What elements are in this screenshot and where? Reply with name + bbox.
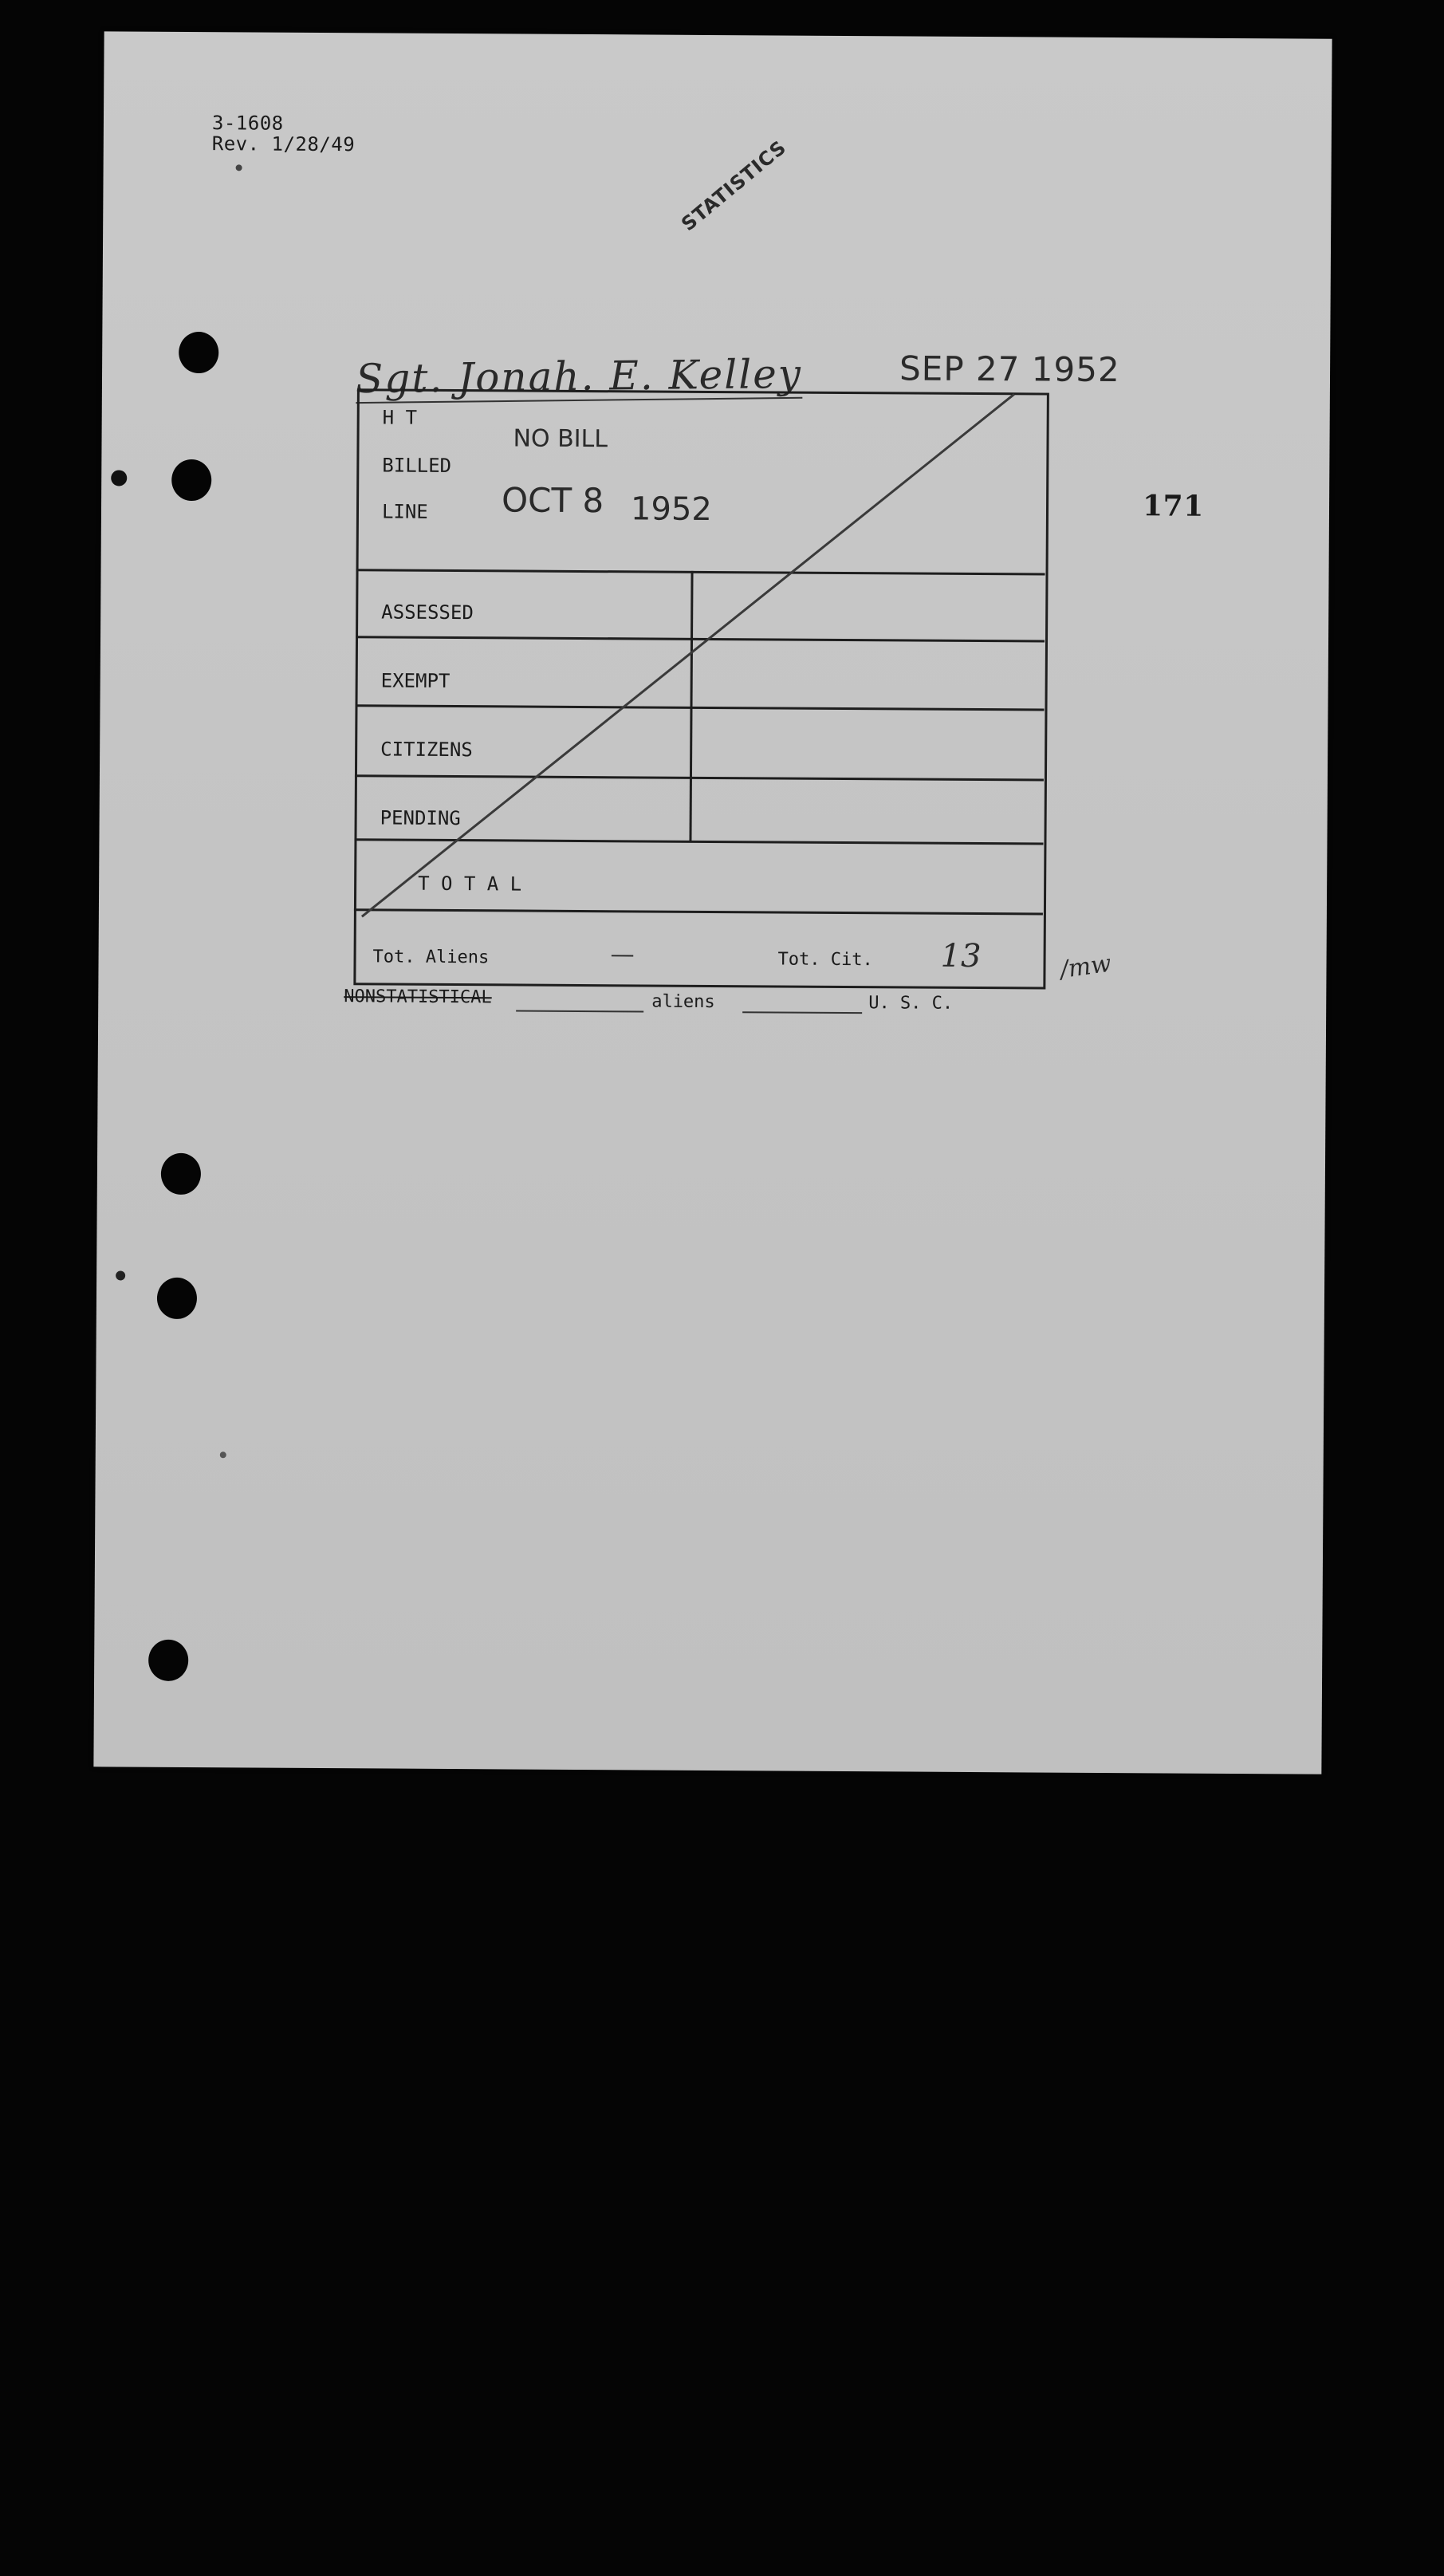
billed-date-year: 1952 [630, 490, 712, 528]
handwritten-name: Sgt. Jonah. E. Kelley [355, 350, 803, 403]
form-revision: Rev. 1/28/49 [211, 132, 356, 156]
tot-cit-label: Tot. Cit. [777, 949, 873, 971]
tot-cit-value: 13 [940, 937, 982, 975]
row-total: T O T A L [418, 872, 522, 896]
form-number: 3-1608 [211, 112, 284, 135]
tot-aliens-label: Tot. Aliens [372, 947, 490, 968]
nonstatistical-label: NONSTATISTICAL [344, 987, 492, 1008]
handwritten-initials: /mw [1058, 949, 1113, 984]
row-pending: PENDING [380, 806, 461, 830]
diagonal-strike-line [93, 31, 1332, 1774]
header-ht: H T [382, 406, 418, 429]
header-billed: BILLED [382, 454, 452, 477]
row-exempt: EXEMPT [380, 669, 451, 692]
statistics-stamp: STATISTICS [677, 136, 791, 236]
no-bill-stamp: NO BILL [513, 424, 608, 454]
aliens-label: aliens [651, 991, 715, 1013]
row-citizens: CITIZENS [380, 738, 473, 762]
received-date-stamp: SEP 27 1952 [899, 349, 1120, 390]
header-line: LINE [381, 500, 428, 523]
usc-label: U. S. C. [868, 993, 954, 1014]
document-page [93, 31, 1332, 1774]
page-number: 171 [1142, 489, 1204, 523]
tot-aliens-value: — [610, 940, 635, 969]
billed-date-month: OCT 8 [501, 480, 604, 521]
row-assessed: ASSESSED [381, 601, 474, 624]
